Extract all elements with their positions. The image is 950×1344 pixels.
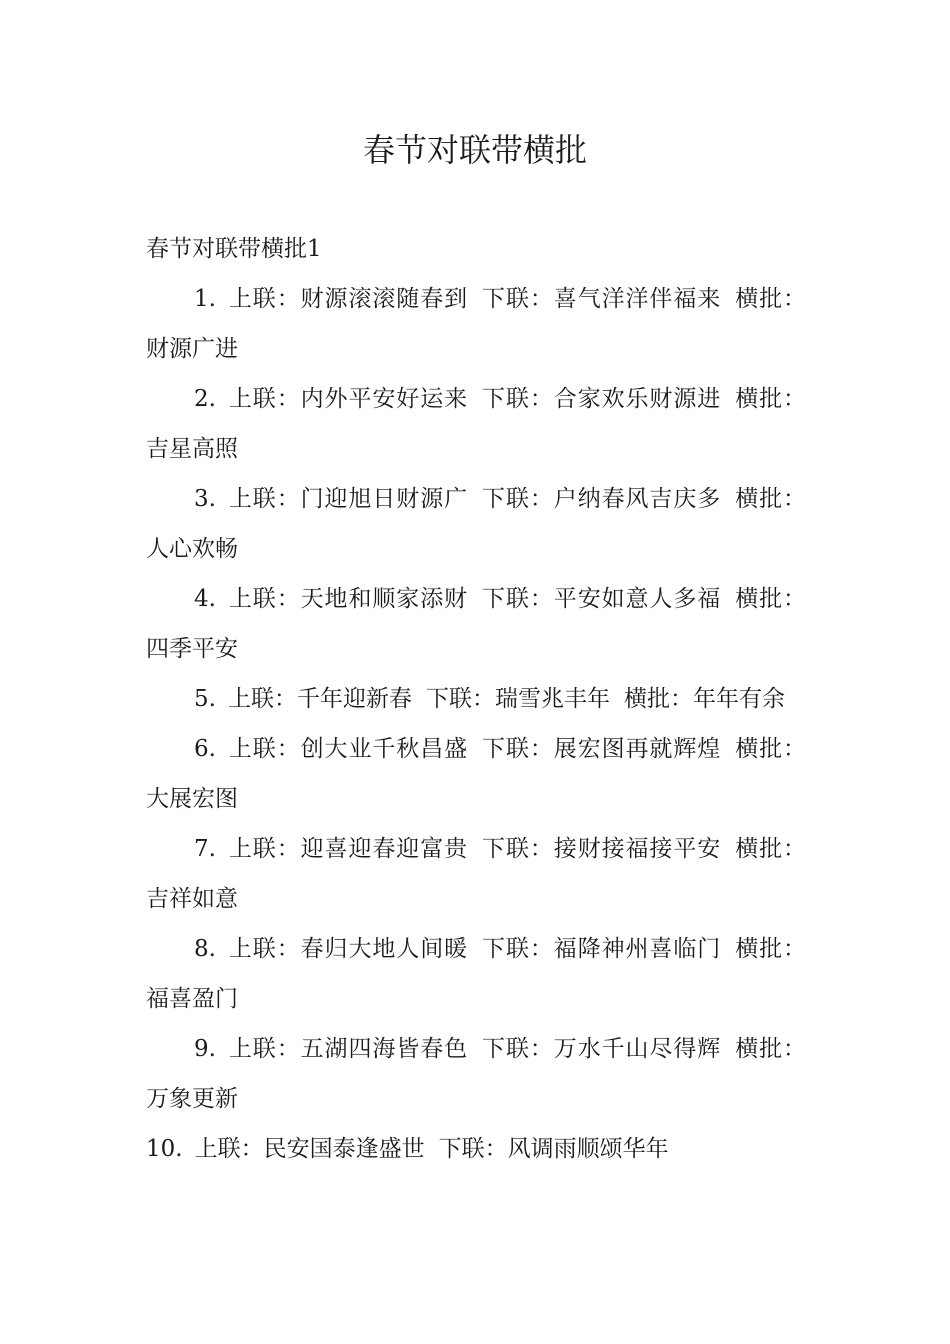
entry-number: 6. — [194, 736, 216, 762]
couplet-entry-5 — [146, 674, 806, 724]
lower-line: 下联：接财接福接平安 — [482, 836, 722, 862]
lower-line: 下联：喜气洋洋伴福来 — [482, 286, 722, 312]
lower-line: 下联：万水千山尽得辉 — [482, 1036, 722, 1062]
entry-number: 10. — [146, 1136, 183, 1162]
horizontal-scroll: 横批：福喜盈门 — [146, 936, 807, 1012]
lower-line: 下联：风调雨顺颂华年 — [438, 1136, 669, 1162]
entry-number: 3. — [194, 486, 216, 512]
entry-number: 4. — [194, 586, 216, 612]
upper-line: 上联：民安国泰逢盛世 — [194, 1136, 425, 1162]
entry-number: 9. — [194, 1036, 216, 1062]
couplet-entry-8 — [146, 924, 806, 1024]
horizontal-scroll: 横批：大展宏图 — [146, 736, 807, 812]
lower-line: 下联：瑞雪兆丰年 — [425, 686, 610, 712]
document-body — [146, 224, 806, 1174]
section-heading: 春节对联带横批1 — [146, 236, 322, 262]
lower-line: 下联：展宏图再就辉煌 — [482, 736, 722, 762]
horizontal-scroll: 横批：吉祥如意 — [146, 836, 807, 912]
couplet-entry-4 — [146, 574, 806, 674]
entry-number: 5. — [194, 686, 216, 712]
upper-line: 上联：内外平安好运来 — [227, 386, 469, 412]
couplet-entry-10 — [146, 1124, 806, 1174]
horizontal-scroll: 横批：年年有余 — [623, 686, 785, 712]
lower-line: 下联：平安如意人多福 — [482, 586, 722, 612]
upper-line: 上联：迎喜迎春迎富贵 — [227, 836, 469, 862]
upper-line: 上联：千年迎新春 — [227, 686, 412, 712]
couplet-entry-1 — [146, 274, 806, 374]
entry-number: 8. — [194, 936, 216, 962]
horizontal-scroll: 横批：财源广进 — [146, 286, 807, 362]
horizontal-scroll: 横批：四季平安 — [146, 586, 807, 662]
horizontal-scroll: 横批：人心欢畅 — [146, 486, 807, 562]
document-title: 春节对联带横批 — [362, 131, 587, 169]
horizontal-scroll: 横批：万象更新 — [146, 1036, 807, 1112]
lower-line: 下联：福降神州喜临门 — [482, 936, 722, 962]
lower-line: 下联：户纳春风吉庆多 — [482, 486, 722, 512]
entry-number: 7. — [194, 836, 216, 862]
horizontal-scroll: 横批：吉星高照 — [146, 386, 807, 462]
couplet-entry-7 — [146, 824, 806, 924]
lower-line: 下联：合家欢乐财源进 — [482, 386, 722, 412]
upper-line: 上联：门迎旭日财源广 — [227, 486, 469, 512]
couplet-entry-3 — [146, 474, 806, 574]
couplet-entry-2 — [146, 374, 806, 474]
upper-line: 上联：财源滚滚随春到 — [227, 286, 469, 312]
upper-line: 上联：春归大地人间暖 — [227, 936, 469, 962]
entry-number: 2. — [194, 386, 216, 412]
upper-line: 上联：创大业千秋昌盛 — [227, 736, 469, 762]
upper-line: 上联：天地和顺家添财 — [227, 586, 469, 612]
couplet-entry-9 — [146, 1024, 806, 1124]
couplet-entry-6 — [146, 724, 806, 824]
upper-line: 上联：五湖四海皆春色 — [227, 1036, 469, 1062]
entry-number: 1. — [194, 286, 216, 312]
